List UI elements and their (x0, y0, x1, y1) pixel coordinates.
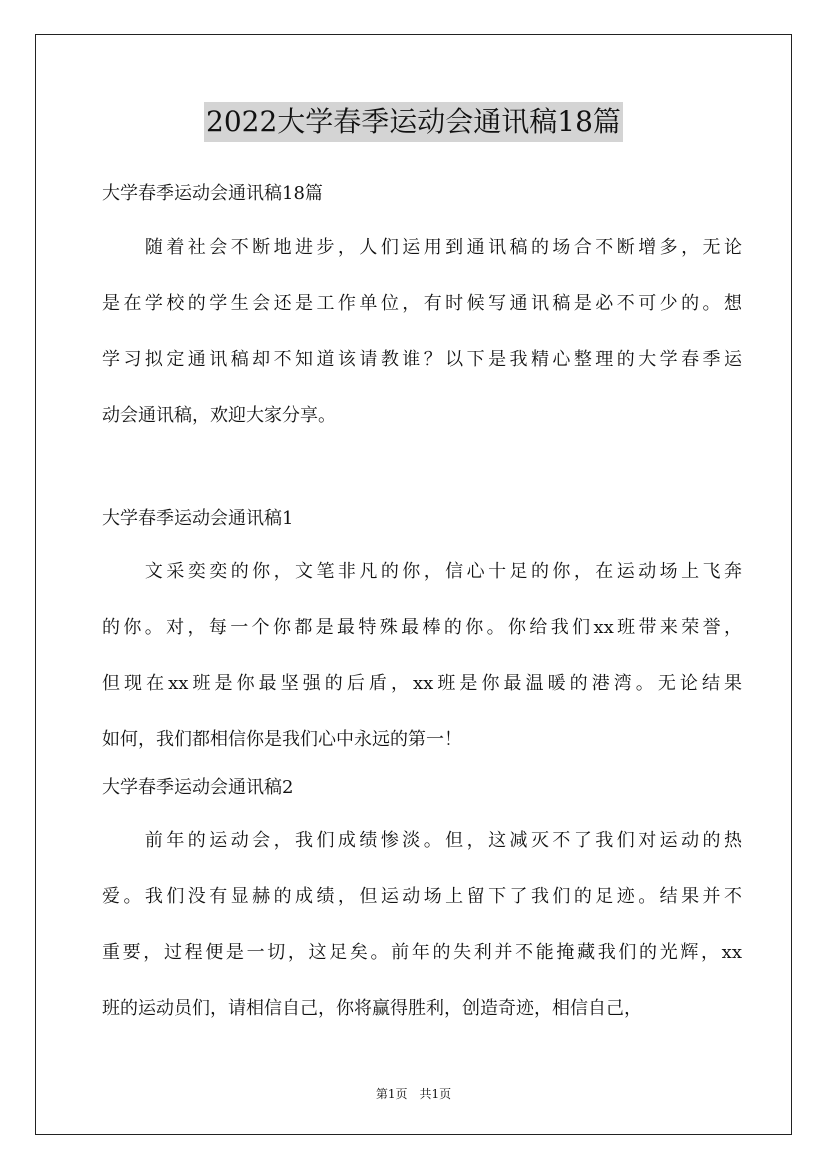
paragraph-line: 如何，我们都相信你是我们心中永远的第一！ (102, 729, 462, 750)
document-subtitle: 大学春季运动会通讯稿18篇 (102, 183, 323, 204)
paragraph-line: 爱。我们没有显赫的成绩，但运动场上留下了我们的足迹。结果并不 (102, 886, 742, 907)
document-title: 2022大学春季运动会通讯稿18篇 (204, 102, 623, 142)
section-2-paragraph (102, 813, 742, 1037)
section-1-paragraph (102, 544, 742, 768)
section-heading-1: 大学春季运动会通讯稿1 (102, 508, 294, 529)
paragraph-line: 是在学校的学生会还是工作单位，有时候写通讯稿是必不可少的。想 (102, 293, 742, 314)
paragraph-line: 动会通讯稿，欢迎大家分享。 (102, 405, 336, 426)
paragraph-line: 学习拟定通讯稿却不知道该请教谁？以下是我精心整理的大学春季运 (102, 349, 742, 370)
section-heading-2: 大学春季运动会通讯稿2 (102, 777, 294, 798)
paragraph-line: 前年的运动会，我们成绩惨淡。但，这减灭不了我们对运动的热 (102, 830, 742, 851)
paragraph-line: 重要，过程便是一切，这足矣。前年的失利并不能掩藏我们的光辉，xx (102, 942, 742, 963)
paragraph-line: 班的运动员们，请相信自己，你将赢得胜利，创造奇迹，相信自己， (102, 998, 642, 1019)
paragraph-line: 的你。对，每一个你都是最特殊最棒的你。你给我们xx班带来荣誉， (102, 617, 742, 638)
page-number: 第1页 共1页 (375, 1087, 452, 1101)
paragraph-line: 随着社会不断地进步，人们运用到通讯稿的场合不断增多，无论 (102, 237, 742, 258)
intro-paragraph (102, 220, 742, 444)
paragraph-line: 文采奕奕的你，文笔非凡的你，信心十足的你，在运动场上飞奔 (102, 561, 742, 582)
paragraph-line: 但现在xx班是你最坚强的后盾，xx班是你最温暖的港湾。无论结果 (102, 673, 742, 694)
title-container (0, 102, 827, 142)
